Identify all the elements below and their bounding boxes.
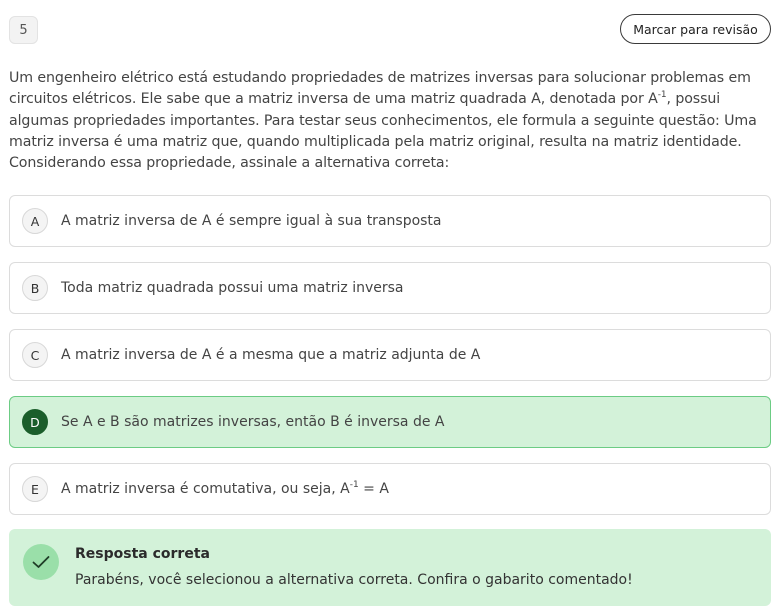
option-text: Se A e B são matrizes inversas, então B é inversa de A [61,414,445,430]
option-d[interactable] [9,396,771,448]
feedback-title: Resposta correta [75,546,210,562]
option-text: A matriz inversa é comutativa, ou seja, $A^{-1} = A$ [61,480,389,497]
feedback-message: Parabéns, você selecionou a alternativa correta. Confira o gabarito comentado! [75,572,633,588]
option-letter: B [22,275,48,301]
option-letter: C [22,342,48,368]
check-icon [23,544,59,580]
option-b[interactable] [9,262,771,314]
option-text: A matriz inversa de A é sempre igual à sua transposta [61,213,442,229]
question-number: 5 [9,16,38,44]
option-text: A matriz inversa de A é a mesma que a matriz adjunta de A [61,347,481,363]
feedback-panel [9,529,771,606]
option-text: Toda matriz quadrada possui uma matriz inversa [61,280,404,296]
option-letter: E [22,476,48,502]
option-letter: A [22,208,48,234]
question-statement: Um engenheiro elétrico está estudando propriedades de matrizes inversas para solucionar problemas em circuitos elétricos. Ele sabe que a matriz inversa de uma matriz quadrada A, denotada por $A^{-1}$, possui algumas propriedades importantes. Para testar seus conhecimentos, ele formula a seguinte questão: Uma matriz inversa é uma matriz que, quando multiplicada pela matriz original, resulta na matriz identidade. Considerando essa propriedade, assinale a alternativa correta: [9,70,757,172]
mark-for-review-button[interactable]: Marcar para revisão [620,14,771,44]
option-e[interactable] [9,463,771,515]
option-c[interactable] [9,329,771,381]
option-letter: D [22,409,48,435]
option-a[interactable] [9,195,771,247]
